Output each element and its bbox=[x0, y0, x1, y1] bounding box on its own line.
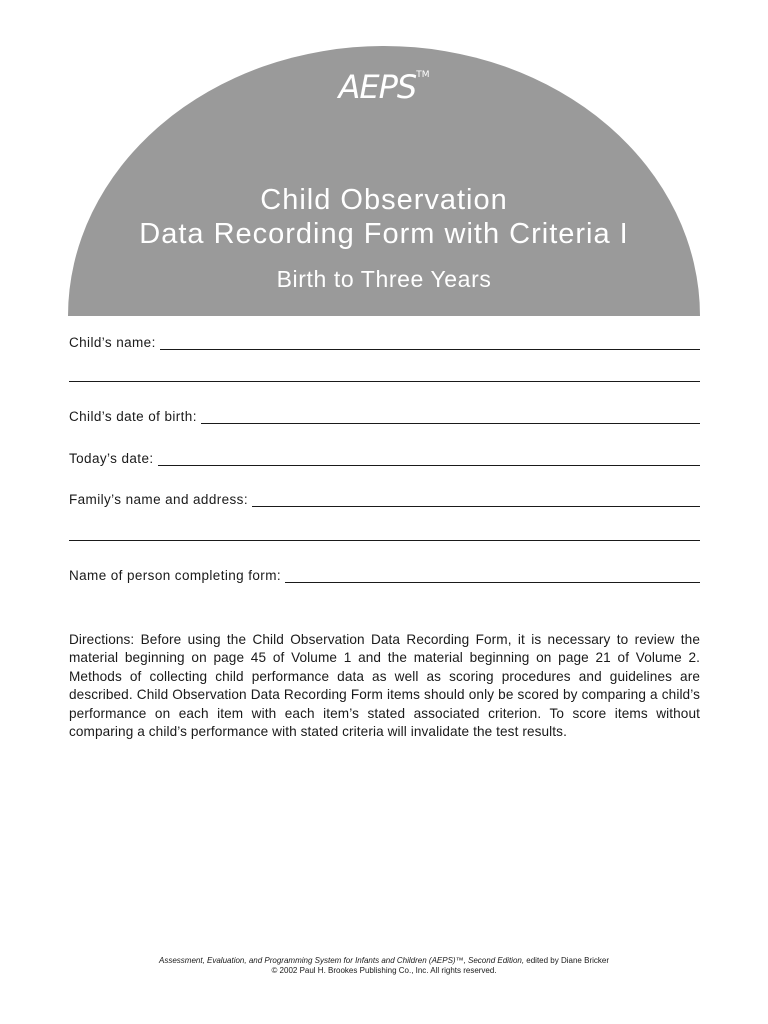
logo-text: AEPS bbox=[338, 68, 417, 106]
directions-text: Directions: Before using the Child Observation Data Recording Form, it is necessary to review the material beginning on page 45 of Volume 1 and the material beginning on page 21 of Volume 2. Methods of collecting child performance data as well as scoring procedures and guidelines are described. Child Observation Data Recording Form items should only be scored by comparing a child’s performance on each item with each item’s stated associated criterion. To score items without comparing a child’s performance with stated criteria will invalidate the test results. bbox=[69, 632, 700, 740]
childs-dob-field[interactable] bbox=[69, 410, 700, 424]
person-completing-field[interactable] bbox=[69, 569, 700, 583]
family-name-address-label: Family’s name and address: bbox=[69, 492, 248, 507]
childs-dob-label: Child’s date of birth: bbox=[69, 409, 197, 424]
person-completing-label: Name of person completing form: bbox=[69, 568, 281, 583]
footer-line2: © 2002 Paul H. Brookes Publishing Co., Inc. All rights reserved. bbox=[271, 966, 497, 975]
footer-line1 bbox=[0, 956, 768, 966]
person-completing-line[interactable] bbox=[285, 581, 700, 583]
family-address-extra-line[interactable] bbox=[69, 540, 700, 541]
childs-name-line[interactable] bbox=[160, 348, 700, 350]
footer-copyright bbox=[0, 956, 768, 976]
childs-dob-line[interactable] bbox=[201, 422, 700, 424]
family-name-address-line[interactable] bbox=[252, 505, 700, 507]
childs-name-extra-line[interactable] bbox=[69, 381, 700, 382]
footer-book-title: Assessment, Evaluation, and Programming System for Infants and Children (AEPS)™, Second Edition, bbox=[159, 956, 525, 965]
childs-name-label: Child’s name: bbox=[69, 335, 156, 350]
family-name-address-field[interactable] bbox=[69, 493, 700, 507]
todays-date-label: Today’s date: bbox=[69, 451, 154, 466]
aeps-logo bbox=[0, 68, 768, 106]
form-title-line2: Data Recording Form with Criteria I bbox=[139, 218, 629, 250]
footer-editor: edited by Diane Bricker bbox=[524, 956, 609, 965]
todays-date-line[interactable] bbox=[158, 464, 700, 466]
form-title-line1: Child Observation bbox=[260, 184, 508, 216]
form-subtitle: Birth to Three Years bbox=[276, 266, 492, 292]
childs-name-field[interactable] bbox=[69, 336, 700, 350]
logo-trademark: TM bbox=[416, 70, 430, 80]
todays-date-field[interactable] bbox=[69, 452, 700, 466]
